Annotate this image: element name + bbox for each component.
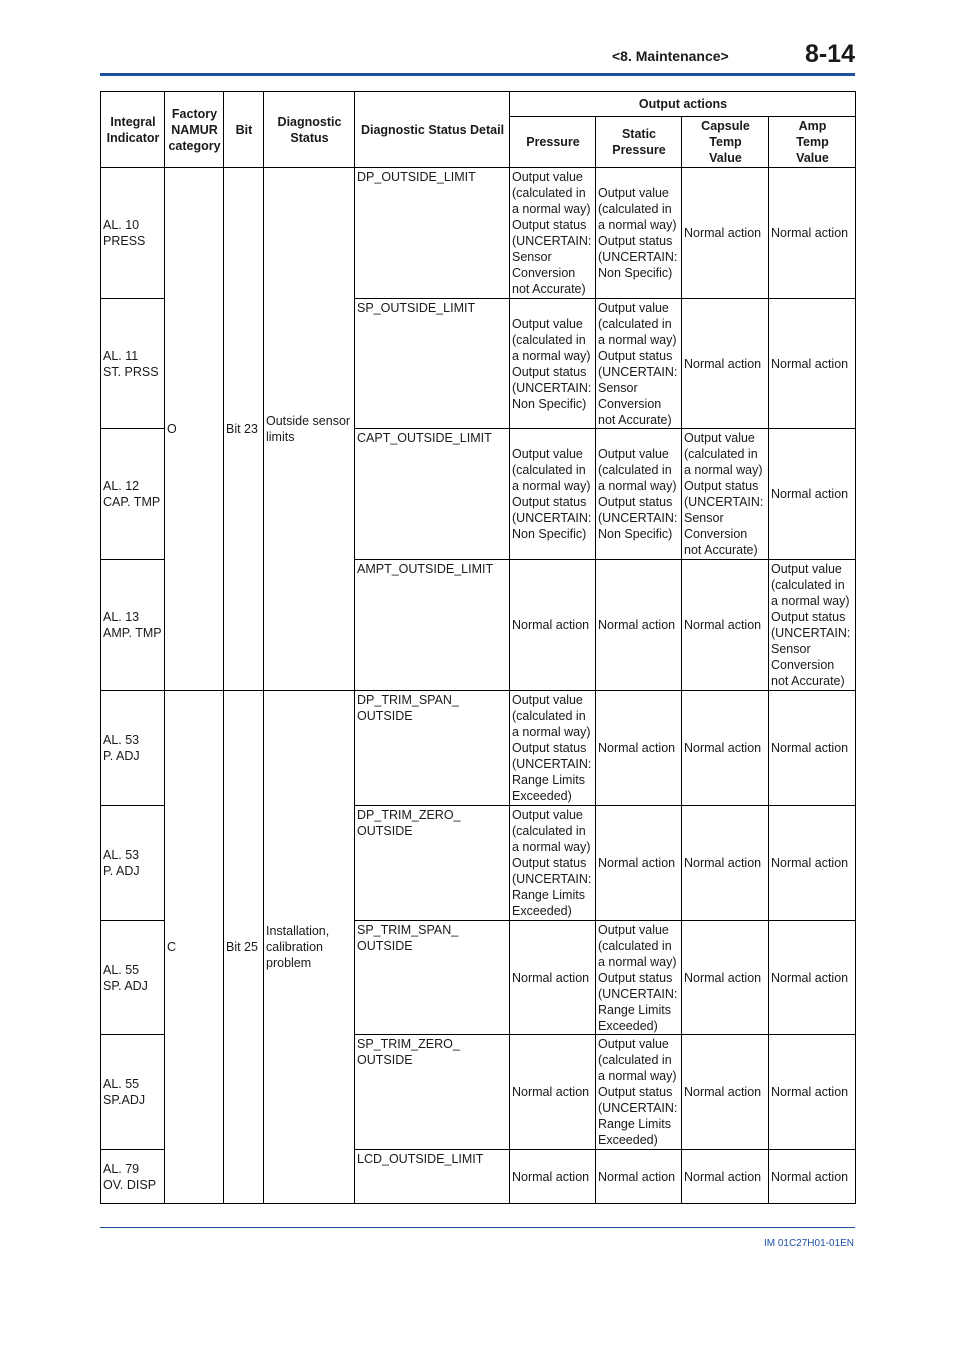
- static-pressure-cell: Normal action: [596, 691, 682, 806]
- header-amp-temp: Amp Temp Value: [769, 117, 856, 168]
- indicator-cell: AL. 55 SP. ADJ: [101, 921, 165, 1035]
- detail-cell: SP_OUTSIDE_LIMIT: [355, 299, 510, 429]
- indicator-cell: AL. 53 P. ADJ: [101, 806, 165, 921]
- static-pressure-cell: Normal action: [596, 1150, 682, 1204]
- footer-rule: [100, 1227, 855, 1228]
- static-pressure-cell: Output value (calculated in a normal way) Output status (UNCERTAIN: Sensor Conversion not Accurate): [596, 299, 682, 429]
- capsule-temp-cell: Normal action: [682, 299, 769, 429]
- amp-temp-cell: Output value (calculated in a normal way) Output status (UNCERTAIN: Sensor Conversion not Accurate): [769, 560, 856, 691]
- pressure-cell: Output value (calculated in a normal way) Output status (UNCERTAIN: Range Limits Exceeded): [510, 691, 596, 806]
- indicator-cell: AL. 79 OV. DISP: [101, 1150, 165, 1204]
- detail-cell: SP_TRIM_ZERO_ OUTSIDE: [355, 1035, 510, 1150]
- indicator-cell: AL. 53 P. ADJ: [101, 691, 165, 806]
- table-row: [101, 168, 856, 299]
- section-title: <8. Maintenance>: [612, 48, 729, 64]
- namur-cell: C: [165, 691, 224, 1204]
- pressure-cell: Normal action: [510, 1150, 596, 1204]
- pressure-cell: Output value (calculated in a normal way) Output status (UNCERTAIN: Sensor Conversion not Accurate): [510, 168, 596, 299]
- static-pressure-cell: Normal action: [596, 560, 682, 691]
- amp-temp-cell: Normal action: [769, 1150, 856, 1204]
- pressure-cell: Output value (calculated in a normal way) Output status (UNCERTAIN: Non Specific): [510, 429, 596, 560]
- header-capsule-temp: Capsule Temp Value: [682, 117, 769, 168]
- detail-cell: AMPT_OUTSIDE_LIMIT: [355, 560, 510, 691]
- header-static-pressure: Static Pressure: [596, 117, 682, 168]
- capsule-temp-cell: Normal action: [682, 1035, 769, 1150]
- capsule-temp-cell: Normal action: [682, 921, 769, 1035]
- indicator-cell: AL. 11 ST. PRSS: [101, 299, 165, 429]
- status-cell: Outside sensor limits: [264, 168, 355, 691]
- amp-temp-cell: Normal action: [769, 691, 856, 806]
- static-pressure-cell: Output value (calculated in a normal way) Output status (UNCERTAIN: Non Specific): [596, 429, 682, 560]
- header-diagnostic-status-detail: Diagnostic Status Detail: [355, 92, 510, 168]
- static-pressure-cell: Normal action: [596, 806, 682, 921]
- amp-temp-cell: Normal action: [769, 806, 856, 921]
- pressure-cell: Normal action: [510, 1035, 596, 1150]
- header-rule: [100, 73, 855, 76]
- capsule-temp-cell: Output value (calculated in a normal way) Output status (UNCERTAIN: Sensor Conversion not Accurate): [682, 429, 769, 560]
- indicator-cell: AL. 12 CAP. TMP: [101, 429, 165, 560]
- diagnostic-table: [100, 91, 856, 1204]
- pressure-cell: Output value (calculated in a normal way) Output status (UNCERTAIN: Non Specific): [510, 299, 596, 429]
- detail-cell: SP_TRIM_SPAN_ OUTSIDE: [355, 921, 510, 1035]
- header-diagnostic-status: Diagnostic Status: [264, 92, 355, 168]
- amp-temp-cell: Normal action: [769, 1035, 856, 1150]
- pressure-cell: Normal action: [510, 921, 596, 1035]
- header-pressure: Pressure: [510, 117, 596, 168]
- capsule-temp-cell: Normal action: [682, 560, 769, 691]
- indicator-cell: AL. 13 AMP. TMP: [101, 560, 165, 691]
- pressure-cell: Normal action: [510, 560, 596, 691]
- static-pressure-cell: Output value (calculated in a normal way) Output status (UNCERTAIN: Non Specific): [596, 168, 682, 299]
- capsule-temp-cell: Normal action: [682, 691, 769, 806]
- detail-cell: DP_TRIM_ZERO_ OUTSIDE: [355, 806, 510, 921]
- static-pressure-cell: Output value (calculated in a normal way) Output status (UNCERTAIN: Range Limits Exceeded): [596, 921, 682, 1035]
- amp-temp-cell: Normal action: [769, 299, 856, 429]
- amp-temp-cell: Normal action: [769, 168, 856, 299]
- header-namur-category: Factory NAMUR category: [165, 92, 224, 168]
- header-bit: Bit: [224, 92, 264, 168]
- static-pressure-cell: Output value (calculated in a normal way) Output status (UNCERTAIN: Range Limits Exceeded): [596, 1035, 682, 1150]
- capsule-temp-cell: Normal action: [682, 168, 769, 299]
- detail-cell: LCD_OUTSIDE_LIMIT: [355, 1150, 510, 1204]
- capsule-temp-cell: Normal action: [682, 1150, 769, 1204]
- detail-cell: DP_TRIM_SPAN_ OUTSIDE: [355, 691, 510, 806]
- table-row: [101, 691, 856, 806]
- status-cell: Installation, calibration problem: [264, 691, 355, 1204]
- indicator-cell: AL. 55 SP.ADJ: [101, 1035, 165, 1150]
- header-output-actions: Output actions: [510, 92, 856, 117]
- document-id: IM 01C27H01-01EN: [763, 1238, 854, 1249]
- namur-cell: O: [165, 168, 224, 691]
- detail-cell: CAPT_OUTSIDE_LIMIT: [355, 429, 510, 560]
- amp-temp-cell: Normal action: [769, 921, 856, 1035]
- detail-cell: DP_OUTSIDE_LIMIT: [355, 168, 510, 299]
- bit-cell: Bit 25: [224, 691, 264, 1204]
- page-number: 8-14: [804, 40, 855, 68]
- bit-cell: Bit 23: [224, 168, 264, 691]
- amp-temp-cell: Normal action: [769, 429, 856, 560]
- indicator-cell: AL. 10 PRESS: [101, 168, 165, 299]
- capsule-temp-cell: Normal action: [682, 806, 769, 921]
- header-integral-indicator: Integral Indicator: [101, 92, 165, 168]
- pressure-cell: Output value (calculated in a normal way) Output status (UNCERTAIN: Range Limits Exceeded): [510, 806, 596, 921]
